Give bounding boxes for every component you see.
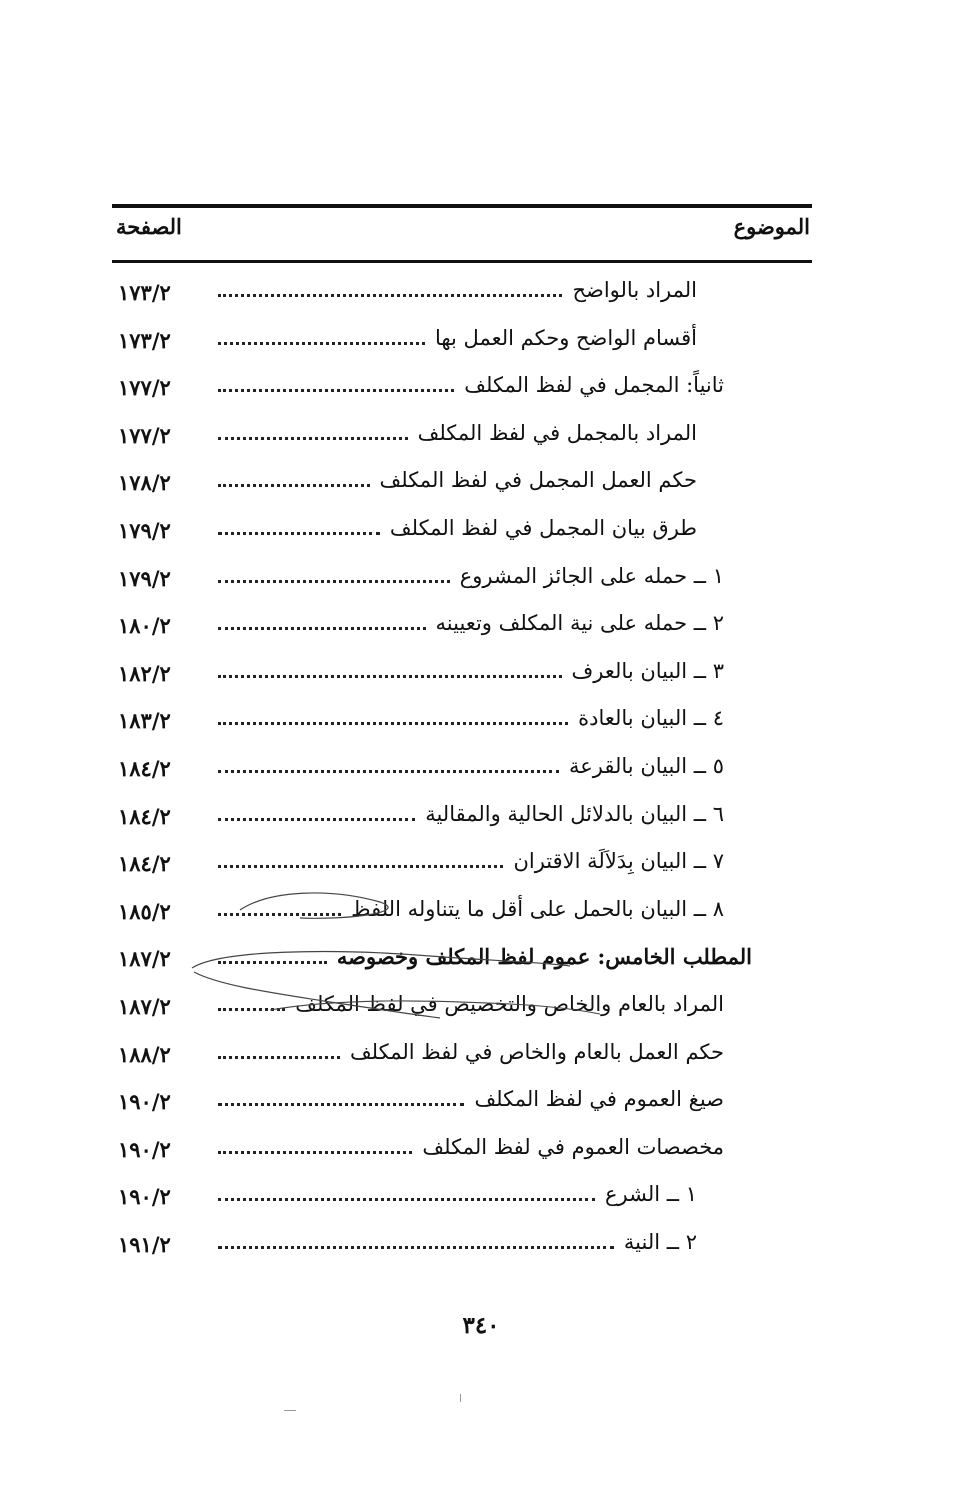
leader-dots: [218, 293, 562, 297]
toc-page-ref: ١٨٧/٢: [118, 946, 171, 972]
toc-title: المراد بالمجمل في لفظ المكلف: [417, 420, 697, 445]
toc-title: ١ ــ الشرع: [604, 1182, 697, 1207]
header-top-rule: [112, 204, 812, 208]
toc-page-ref: ١٨٥/٢: [118, 898, 171, 924]
toc-title: المراد بالعام والخاص والتخصيص في لفظ المكلف: [295, 991, 724, 1016]
leader-dots: [218, 817, 415, 821]
leader-dots: [218, 912, 341, 916]
toc-entry[interactable]: [112, 841, 812, 889]
leader-dots: [218, 721, 568, 725]
leader-dots: [218, 1245, 614, 1249]
table-of-contents: [112, 270, 812, 1269]
toc-page-ref: ١٧٩/٢: [118, 517, 171, 543]
scan-speck: [284, 1410, 296, 1411]
toc-entry[interactable]: [112, 270, 812, 318]
toc-title: طرق بيان المجمل في لفظ المكلف: [389, 515, 697, 540]
toc-entry[interactable]: [112, 936, 812, 984]
toc-entry[interactable]: [112, 508, 812, 556]
toc-page-ref: ١٨٢/٢: [118, 660, 171, 686]
toc-entry[interactable]: [112, 603, 812, 651]
toc-title: أقسام الواضح وحكم العمل بها: [434, 325, 697, 350]
toc-entry[interactable]: [112, 556, 812, 604]
toc-title: المراد بالواضح: [572, 278, 697, 302]
leader-dots: [218, 1102, 464, 1106]
toc-entry[interactable]: [112, 1127, 812, 1175]
toc-title: مخصصات العموم في لفظ المكلف: [422, 1134, 724, 1159]
leader-dots: [218, 1150, 412, 1154]
leader-dots: [218, 674, 562, 678]
leader-dots: [218, 769, 559, 773]
toc-page-ref: ١٨٧/٢: [118, 993, 171, 1019]
leader-dots: [218, 864, 503, 868]
toc-entry[interactable]: [112, 1032, 812, 1080]
toc-page-ref: ١٧٧/٢: [118, 422, 171, 448]
toc-title: ٦ ــ البيان بالدلائل الحالية والمقالية: [425, 801, 724, 826]
toc-title: ٥ ــ البيان بالقرعة: [569, 753, 724, 778]
leader-dots: [218, 579, 450, 583]
leader-dots: [218, 388, 454, 392]
toc-entry[interactable]: [112, 889, 812, 937]
toc-entry[interactable]: [112, 1174, 812, 1222]
toc-page-ref: ١٨٠/٢: [118, 613, 171, 639]
toc-title: ٨ ــ البيان بالحمل على أقل ما يتناوله اللفظ: [351, 896, 724, 921]
toc-page-ref: ١٨٤/٢: [118, 755, 171, 781]
header-bottom-rule: [112, 260, 812, 263]
page-column-header: الصفحة: [116, 214, 182, 239]
toc-entry[interactable]: [112, 413, 812, 461]
leader-dots: [218, 483, 370, 487]
toc-page-ref: ١٨٣/٢: [118, 708, 171, 734]
toc-entry[interactable]: [112, 698, 812, 746]
toc-entry[interactable]: [112, 365, 812, 413]
toc-page-ref: ١٨٤/٢: [118, 803, 171, 829]
toc-page-ref: ١٧٨/٢: [118, 470, 171, 496]
toc-entry[interactable]: [112, 460, 812, 508]
toc-title: صيغ العموم في لفظ المكلف: [474, 1087, 724, 1112]
toc-title: حكم العمل بالعام والخاص في لفظ المكلف: [349, 1039, 724, 1064]
toc-page-ref: ١٨٤/٢: [118, 851, 171, 877]
toc-title: ٣ ــ البيان بالعرف: [571, 658, 724, 683]
leader-dots: [218, 1055, 340, 1059]
toc-title: ٢ ــ النية: [623, 1229, 697, 1254]
toc-page-ref: ١٧٣/٢: [118, 280, 171, 305]
toc-entry[interactable]: [112, 746, 812, 794]
toc-entry[interactable]: [112, 984, 812, 1032]
scan-speck: [460, 1394, 461, 1402]
page-number: ٣٤٠: [462, 1312, 500, 1339]
toc-entry[interactable]: [112, 1079, 812, 1127]
leader-dots: [218, 1007, 285, 1011]
toc-entry[interactable]: [112, 651, 812, 699]
toc-page-ref: ١٩٠/٢: [118, 1184, 171, 1210]
toc-title: ٤ ــ البيان بالعادة: [578, 706, 724, 731]
toc-page-ref: ١٩١/٢: [118, 1231, 171, 1257]
leader-dots: [218, 436, 408, 440]
toc-entry[interactable]: [112, 794, 812, 842]
leader-dots: [218, 1197, 595, 1201]
toc-page-ref: ١٧٣/٢: [118, 327, 171, 353]
toc-entry[interactable]: [112, 318, 812, 366]
leader-dots: [218, 341, 425, 345]
toc-title: ثانياً: المجمل في لفظ المكلف: [464, 373, 724, 398]
toc-title: ١ ــ حمله على الجائز المشروع: [459, 563, 724, 588]
toc-entry[interactable]: [112, 1222, 812, 1270]
toc-page-ref: ١٩٠/٢: [118, 1089, 171, 1115]
leader-dots: [218, 531, 380, 535]
toc-page-ref: ١٨٨/٢: [118, 1041, 171, 1067]
leader-dots: [218, 626, 426, 630]
toc-title: ٧ ــ البيان بِدَلاَلَة الاقتران: [513, 849, 724, 874]
toc-page-ref: ١٧٧/٢: [118, 375, 171, 401]
leader-dots: [218, 960, 327, 964]
topic-column-header: الموضوع: [733, 214, 810, 239]
toc-title: ٢ ــ حمله على نية المكلف وتعيينه: [435, 611, 724, 636]
toc-title: حكم العمل المجمل في لفظ المكلف: [379, 468, 697, 493]
toc-page-ref: ١٩٠/٢: [118, 1136, 171, 1162]
toc-title: المطلب الخامس: عموم لفظ المكلف وخصوصه: [336, 944, 752, 970]
toc-page-ref: ١٧٩/٢: [118, 565, 171, 591]
